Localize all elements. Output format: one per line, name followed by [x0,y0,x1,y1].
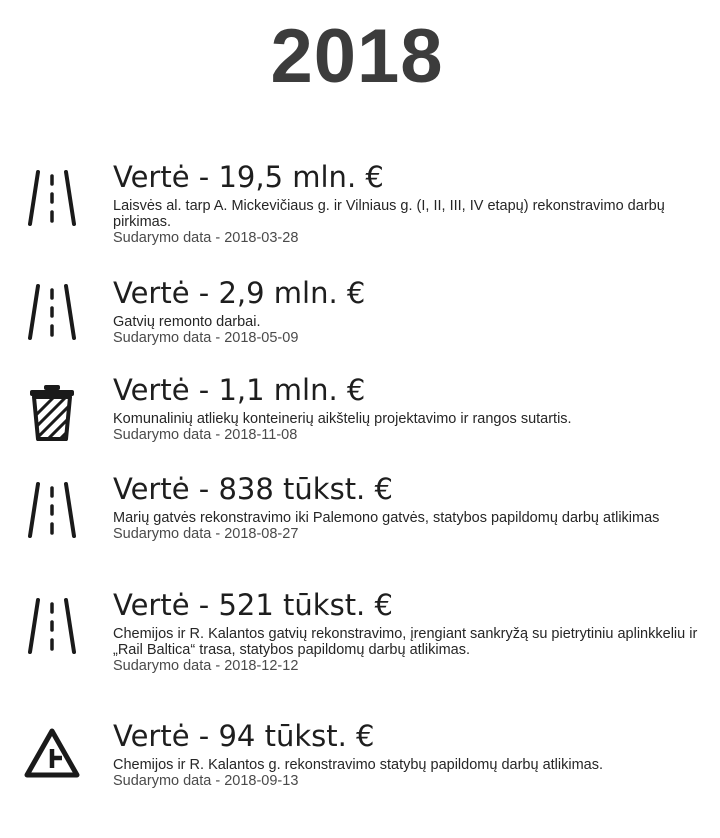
contract-date: Sudarymo data - 2018-11-08 [113,427,298,443]
road-icon [24,478,80,542]
road-icon [24,594,80,658]
contract-date: Sudarymo data - 2018-03-28 [113,230,299,246]
intersection-sign-icon [24,727,80,791]
contract-value: Vertė - 94 tūkst. € [113,719,375,753]
contract-value: Vertė - 19,5 mln. € [113,160,384,194]
road-icon [24,280,80,344]
road-icon [24,166,80,230]
contract-description: Chemijos ir R. Kalantos g. rekonstravimo statybų papildomų darbų atlikimas. [113,757,603,773]
contract-value: Vertė - 1,1 mln. € [113,373,366,407]
contract-date: Sudarymo data - 2018-08-27 [113,526,299,542]
contract-date: Sudarymo data - 2018-05-09 [113,330,299,346]
trash-bin-icon [24,383,80,447]
contract-value: Vertė - 838 tūkst. € [113,472,393,506]
contract-description: Komunalinių atliekų konteinerių aikštelių projektavimo ir rangos sutartis. [113,411,572,427]
contract-description: Marių gatvės rekonstravimo iki Palemono gatvės, statybos papildomų darbų atlikimas [113,510,660,526]
contract-description: Chemijos ir R. Kalantos gatvių rekonstravimo, įrengiant sankryžą su pietrytiniu aplinkkeliu ir „Rail Baltica“ trasa, statybos papildomų darbų atlikimas. [113,626,698,658]
contract-date: Sudarymo data - 2018-09-13 [113,773,299,789]
contract-value: Vertė - 2,9 mln. € [113,276,366,310]
contract-date: Sudarymo data - 2018-12-12 [113,658,299,674]
contract-description: Gatvių remonto darbai. [113,314,261,330]
year-heading: 2018 [270,14,444,99]
contract-value: Vertė - 521 tūkst. € [113,588,393,622]
contract-description: Laisvės al. tarp A. Mickevičiaus g. ir Vilniaus g. (I, II, III, IV etapų) rekonstravimo darbų pirkimas. [113,198,665,230]
